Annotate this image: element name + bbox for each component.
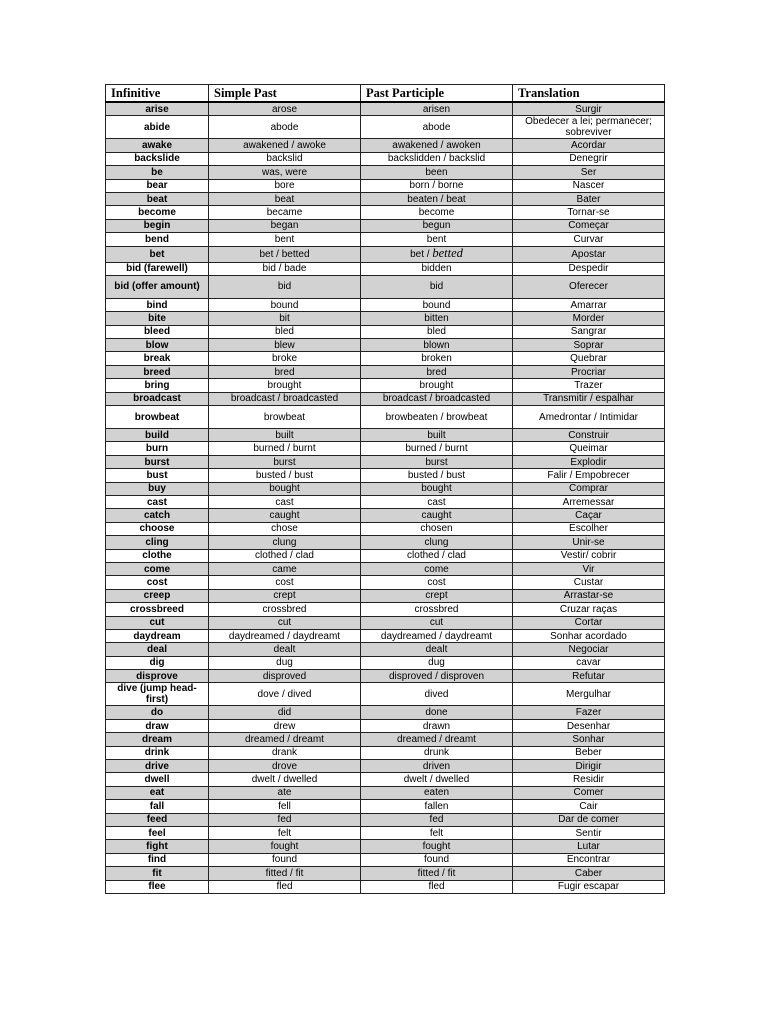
- translation-cell: Curvar: [513, 233, 665, 246]
- translation-cell: Sonhar acordado: [513, 629, 665, 642]
- past-participle-cell: bent: [361, 233, 513, 246]
- table-row: [106, 656, 665, 669]
- infinitive-cell: become: [106, 206, 209, 219]
- past-participle-cell: burned / burnt: [361, 442, 513, 455]
- table-row: [106, 192, 665, 205]
- past-participle-cell: caught: [361, 509, 513, 522]
- past-participle-cell: come: [361, 562, 513, 575]
- infinitive-cell: broadcast: [106, 392, 209, 405]
- translation-cell: Desenhar: [513, 719, 665, 732]
- past-participle-cell: been: [361, 166, 513, 179]
- infinitive-cell: bite: [106, 312, 209, 325]
- table-row: [106, 706, 665, 719]
- infinitive-cell: eat: [106, 786, 209, 799]
- infinitive-cell: buy: [106, 482, 209, 495]
- table-row: [106, 826, 665, 839]
- past-participle-cell: burst: [361, 455, 513, 468]
- infinitive-cell: bleed: [106, 325, 209, 338]
- table-row: [106, 352, 665, 365]
- past-participle-cell: clothed / clad: [361, 549, 513, 562]
- infinitive-cell: creep: [106, 589, 209, 602]
- simple-past-cell: cut: [209, 616, 361, 629]
- past-participle-cell: become: [361, 206, 513, 219]
- simple-past-cell: browbeat: [209, 406, 361, 429]
- header-infinitive: Infinitive: [106, 85, 209, 103]
- simple-past-cell: was, were: [209, 166, 361, 179]
- simple-past-cell: dug: [209, 656, 361, 669]
- past-participle-cell: broadcast / broadcasted: [361, 392, 513, 405]
- simple-past-cell: fed: [209, 813, 361, 826]
- header-translation: Translation: [513, 85, 665, 103]
- past-participle-cell: driven: [361, 760, 513, 773]
- header-row: [106, 85, 665, 103]
- simple-past-cell: fell: [209, 800, 361, 813]
- table-row: [106, 880, 665, 893]
- simple-past-cell: drank: [209, 746, 361, 759]
- translation-cell: Procriar: [513, 365, 665, 378]
- irregular-verbs-table: [105, 84, 665, 894]
- infinitive-cell: drink: [106, 746, 209, 759]
- past-participle-cell: beaten / beat: [361, 192, 513, 205]
- infinitive-cell: cling: [106, 536, 209, 549]
- table-row: [106, 746, 665, 759]
- simple-past-cell: awakened / awoke: [209, 139, 361, 152]
- infinitive-cell: clothe: [106, 549, 209, 562]
- past-participle-cell: built: [361, 429, 513, 442]
- past-participle-cell: bred: [361, 365, 513, 378]
- participle-alt-text: betted: [432, 246, 463, 261]
- infinitive-cell: feel: [106, 826, 209, 839]
- past-participle-cell: browbeaten / browbeat: [361, 406, 513, 429]
- past-participle-cell: bid: [361, 275, 513, 298]
- simple-past-cell: bit: [209, 312, 361, 325]
- simple-past-cell: burst: [209, 455, 361, 468]
- infinitive-cell: bind: [106, 298, 209, 311]
- translation-cell: Denegrir: [513, 152, 665, 165]
- table-row: [106, 643, 665, 656]
- infinitive-cell: dream: [106, 733, 209, 746]
- translation-cell: Surgir: [513, 102, 665, 116]
- simple-past-cell: bled: [209, 325, 361, 338]
- simple-past-cell: bent: [209, 233, 361, 246]
- past-participle-cell: cast: [361, 495, 513, 508]
- past-participle-cell: drunk: [361, 746, 513, 759]
- past-participle-cell: born / borne: [361, 179, 513, 192]
- infinitive-cell: bid (farewell): [106, 262, 209, 275]
- infinitive-cell: breed: [106, 365, 209, 378]
- infinitive-cell: be: [106, 166, 209, 179]
- past-participle-cell: begun: [361, 219, 513, 232]
- translation-cell: Transmitir / espalhar: [513, 392, 665, 405]
- simple-past-cell: burned / burnt: [209, 442, 361, 455]
- participle-text: bet /: [410, 249, 433, 261]
- past-participle-cell: eaten: [361, 786, 513, 799]
- simple-past-cell: felt: [209, 826, 361, 839]
- past-participle-cell: dealt: [361, 643, 513, 656]
- simple-past-cell: bid: [209, 275, 361, 298]
- simple-past-cell: fled: [209, 880, 361, 893]
- infinitive-cell: bid (offer amount): [106, 275, 209, 298]
- table-row: [106, 179, 665, 192]
- simple-past-cell: bet / betted: [209, 246, 361, 262]
- table-row: [106, 719, 665, 732]
- translation-cell: Oferecer: [513, 275, 665, 298]
- past-participle-cell: fought: [361, 840, 513, 853]
- translation-cell: Trazer: [513, 379, 665, 392]
- table-row: [106, 429, 665, 442]
- translation-cell: Nascer: [513, 179, 665, 192]
- past-participle-cell: bound: [361, 298, 513, 311]
- simple-past-cell: caught: [209, 509, 361, 522]
- translation-cell: Morder: [513, 312, 665, 325]
- table-row: [106, 379, 665, 392]
- header-past-participle: Past Participle: [361, 85, 513, 103]
- translation-cell: Cruzar raças: [513, 603, 665, 616]
- table-row: [106, 495, 665, 508]
- infinitive-cell: cut: [106, 616, 209, 629]
- simple-past-cell: backslid: [209, 152, 361, 165]
- past-participle-cell: bitten: [361, 312, 513, 325]
- table-row: [106, 455, 665, 468]
- translation-cell: Arremessar: [513, 495, 665, 508]
- table-row: [106, 522, 665, 535]
- past-participle-cell: [361, 246, 513, 262]
- translation-cell: Bater: [513, 192, 665, 205]
- infinitive-cell: draw: [106, 719, 209, 732]
- simple-past-cell: drove: [209, 760, 361, 773]
- table-row: [106, 603, 665, 616]
- simple-past-cell: dealt: [209, 643, 361, 656]
- simple-past-cell: became: [209, 206, 361, 219]
- table-row: [106, 246, 665, 262]
- table-row: [106, 339, 665, 352]
- translation-cell: Amedrontar / Intimidar: [513, 406, 665, 429]
- infinitive-cell: browbeat: [106, 406, 209, 429]
- infinitive-cell: abide: [106, 116, 209, 139]
- translation-cell: cavar: [513, 656, 665, 669]
- simple-past-cell: clung: [209, 536, 361, 549]
- infinitive-cell: crossbreed: [106, 603, 209, 616]
- past-participle-cell: crossbred: [361, 603, 513, 616]
- past-participle-cell: abode: [361, 116, 513, 139]
- infinitive-cell: break: [106, 352, 209, 365]
- infinitive-cell: find: [106, 853, 209, 866]
- infinitive-cell: bring: [106, 379, 209, 392]
- infinitive-cell: catch: [106, 509, 209, 522]
- translation-cell: Encontrar: [513, 853, 665, 866]
- infinitive-cell: begin: [106, 219, 209, 232]
- table-row: [106, 206, 665, 219]
- simple-past-cell: bound: [209, 298, 361, 311]
- infinitive-cell: cast: [106, 495, 209, 508]
- simple-past-cell: bought: [209, 482, 361, 495]
- translation-cell: Soprar: [513, 339, 665, 352]
- table-row: [106, 867, 665, 880]
- translation-cell: Obedecer a lei; permanecer; sobreviver: [513, 116, 665, 139]
- past-participle-cell: bought: [361, 482, 513, 495]
- past-participle-cell: bidden: [361, 262, 513, 275]
- simple-past-cell: bred: [209, 365, 361, 378]
- infinitive-cell: dwell: [106, 773, 209, 786]
- translation-cell: Caber: [513, 867, 665, 880]
- infinitive-cell: fall: [106, 800, 209, 813]
- translation-cell: Cair: [513, 800, 665, 813]
- past-participle-cell: dived: [361, 683, 513, 706]
- simple-past-cell: fought: [209, 840, 361, 853]
- infinitive-cell: beat: [106, 192, 209, 205]
- table-row: [106, 102, 665, 116]
- past-participle-cell: done: [361, 706, 513, 719]
- simple-past-cell: cast: [209, 495, 361, 508]
- simple-past-cell: busted / bust: [209, 469, 361, 482]
- translation-cell: Amarrar: [513, 298, 665, 311]
- table-row: [106, 139, 665, 152]
- table-row: [106, 549, 665, 562]
- past-participle-cell: backslidden / backslid: [361, 152, 513, 165]
- simple-past-cell: abode: [209, 116, 361, 139]
- infinitive-cell: dive (jump head-first): [106, 683, 209, 706]
- table-row: [106, 509, 665, 522]
- translation-cell: Caçar: [513, 509, 665, 522]
- translation-cell: Sonhar: [513, 733, 665, 746]
- table-row: [106, 233, 665, 246]
- simple-past-cell: dwelt / dwelled: [209, 773, 361, 786]
- infinitive-cell: deal: [106, 643, 209, 656]
- simple-past-cell: crept: [209, 589, 361, 602]
- past-participle-cell: fitted / fit: [361, 867, 513, 880]
- past-participle-cell: daydreamed / daydreamt: [361, 629, 513, 642]
- table-row: [106, 616, 665, 629]
- table-row: [106, 262, 665, 275]
- infinitive-cell: fit: [106, 867, 209, 880]
- table-row: [106, 840, 665, 853]
- table-row: [106, 786, 665, 799]
- infinitive-cell: dig: [106, 656, 209, 669]
- translation-cell: Sentir: [513, 826, 665, 839]
- translation-cell: Queimar: [513, 442, 665, 455]
- translation-cell: Ser: [513, 166, 665, 179]
- simple-past-cell: clothed / clad: [209, 549, 361, 562]
- past-participle-cell: drawn: [361, 719, 513, 732]
- simple-past-cell: fitted / fit: [209, 867, 361, 880]
- past-participle-cell: dwelt / dwelled: [361, 773, 513, 786]
- translation-cell: Beber: [513, 746, 665, 759]
- translation-cell: Apostar: [513, 246, 665, 262]
- translation-cell: Cortar: [513, 616, 665, 629]
- table-row: [106, 325, 665, 338]
- translation-cell: Começar: [513, 219, 665, 232]
- translation-cell: Comprar: [513, 482, 665, 495]
- infinitive-cell: cost: [106, 576, 209, 589]
- translation-cell: Tornar-se: [513, 206, 665, 219]
- infinitive-cell: do: [106, 706, 209, 719]
- table-row: [106, 536, 665, 549]
- translation-cell: Escolher: [513, 522, 665, 535]
- past-participle-cell: disproved / disproven: [361, 670, 513, 683]
- simple-past-cell: did: [209, 706, 361, 719]
- translation-cell: Refutar: [513, 670, 665, 683]
- infinitive-cell: disprove: [106, 670, 209, 683]
- past-participle-cell: crept: [361, 589, 513, 602]
- infinitive-cell: awake: [106, 139, 209, 152]
- table-row: [106, 800, 665, 813]
- infinitive-cell: bend: [106, 233, 209, 246]
- past-participle-cell: dug: [361, 656, 513, 669]
- translation-cell: Falir / Empobrecer: [513, 469, 665, 482]
- header-simple-past: Simple Past: [209, 85, 361, 103]
- simple-past-cell: arose: [209, 102, 361, 116]
- simple-past-cell: daydreamed / daydreamt: [209, 629, 361, 642]
- simple-past-cell: dove / dived: [209, 683, 361, 706]
- infinitive-cell: drive: [106, 760, 209, 773]
- infinitive-cell: backslide: [106, 152, 209, 165]
- table-body: [106, 102, 665, 893]
- past-participle-cell: arisen: [361, 102, 513, 116]
- translation-cell: Residir: [513, 773, 665, 786]
- past-participle-cell: cut: [361, 616, 513, 629]
- past-participle-cell: broken: [361, 352, 513, 365]
- simple-past-cell: found: [209, 853, 361, 866]
- past-participle-cell: fed: [361, 813, 513, 826]
- table-row: [106, 365, 665, 378]
- simple-past-cell: disproved: [209, 670, 361, 683]
- table-row: [106, 275, 665, 298]
- table-row: [106, 576, 665, 589]
- simple-past-cell: built: [209, 429, 361, 442]
- simple-past-cell: beat: [209, 192, 361, 205]
- translation-cell: Negociar: [513, 643, 665, 656]
- past-participle-cell: clung: [361, 536, 513, 549]
- table-row: [106, 733, 665, 746]
- simple-past-cell: came: [209, 562, 361, 575]
- past-participle-cell: fallen: [361, 800, 513, 813]
- simple-past-cell: crossbred: [209, 603, 361, 616]
- infinitive-cell: burn: [106, 442, 209, 455]
- table-row: [106, 166, 665, 179]
- past-participle-cell: busted / bust: [361, 469, 513, 482]
- table-row: [106, 760, 665, 773]
- past-participle-cell: dreamed / dreamt: [361, 733, 513, 746]
- translation-cell: Explodir: [513, 455, 665, 468]
- table-row: [106, 629, 665, 642]
- past-participle-cell: felt: [361, 826, 513, 839]
- infinitive-cell: bear: [106, 179, 209, 192]
- simple-past-cell: bid / bade: [209, 262, 361, 275]
- infinitive-cell: build: [106, 429, 209, 442]
- translation-cell: Mergulhar: [513, 683, 665, 706]
- table-row: [106, 469, 665, 482]
- translation-cell: Despedir: [513, 262, 665, 275]
- past-participle-cell: fled: [361, 880, 513, 893]
- table-row: [106, 392, 665, 405]
- past-participle-cell: chosen: [361, 522, 513, 535]
- table-row: [106, 442, 665, 455]
- translation-cell: Arrastar-se: [513, 589, 665, 602]
- infinitive-cell: bust: [106, 469, 209, 482]
- simple-past-cell: dreamed / dreamt: [209, 733, 361, 746]
- translation-cell: Vestir/ cobrir: [513, 549, 665, 562]
- table-row: [106, 683, 665, 706]
- simple-past-cell: began: [209, 219, 361, 232]
- simple-past-cell: chose: [209, 522, 361, 535]
- table-row: [106, 589, 665, 602]
- table-row: [106, 219, 665, 232]
- simple-past-cell: drew: [209, 719, 361, 732]
- table-row: [106, 482, 665, 495]
- past-participle-cell: bled: [361, 325, 513, 338]
- infinitive-cell: daydream: [106, 629, 209, 642]
- translation-cell: Custar: [513, 576, 665, 589]
- infinitive-cell: come: [106, 562, 209, 575]
- table-row: [106, 562, 665, 575]
- table-row: [106, 312, 665, 325]
- infinitive-cell: feed: [106, 813, 209, 826]
- table-row: [106, 670, 665, 683]
- translation-cell: Vir: [513, 562, 665, 575]
- translation-cell: Fazer: [513, 706, 665, 719]
- translation-cell: Dar de comer: [513, 813, 665, 826]
- infinitive-cell: choose: [106, 522, 209, 535]
- translation-cell: Unir-se: [513, 536, 665, 549]
- infinitive-cell: burst: [106, 455, 209, 468]
- simple-past-cell: broke: [209, 352, 361, 365]
- infinitive-cell: arise: [106, 102, 209, 116]
- past-participle-cell: awakened / awoken: [361, 139, 513, 152]
- translation-cell: Lutar: [513, 840, 665, 853]
- table-row: [106, 116, 665, 139]
- past-participle-cell: cost: [361, 576, 513, 589]
- simple-past-cell: ate: [209, 786, 361, 799]
- translation-cell: Comer: [513, 786, 665, 799]
- simple-past-cell: bore: [209, 179, 361, 192]
- table-row: [106, 813, 665, 826]
- table-row: [106, 152, 665, 165]
- infinitive-cell: bet: [106, 246, 209, 262]
- table-row: [106, 298, 665, 311]
- simple-past-cell: broadcast / broadcasted: [209, 392, 361, 405]
- table-header: [106, 85, 665, 103]
- translation-cell: Dirigir: [513, 760, 665, 773]
- translation-cell: Sangrar: [513, 325, 665, 338]
- simple-past-cell: cost: [209, 576, 361, 589]
- past-participle-cell: brought: [361, 379, 513, 392]
- simple-past-cell: blew: [209, 339, 361, 352]
- table-row: [106, 773, 665, 786]
- infinitive-cell: flee: [106, 880, 209, 893]
- translation-cell: Construir: [513, 429, 665, 442]
- translation-cell: Acordar: [513, 139, 665, 152]
- infinitive-cell: fight: [106, 840, 209, 853]
- translation-cell: Fugir escapar: [513, 880, 665, 893]
- simple-past-cell: brought: [209, 379, 361, 392]
- translation-cell: Quebrar: [513, 352, 665, 365]
- table-row: [106, 853, 665, 866]
- past-participle-cell: blown: [361, 339, 513, 352]
- table-row: [106, 406, 665, 429]
- past-participle-cell: found: [361, 853, 513, 866]
- infinitive-cell: blow: [106, 339, 209, 352]
